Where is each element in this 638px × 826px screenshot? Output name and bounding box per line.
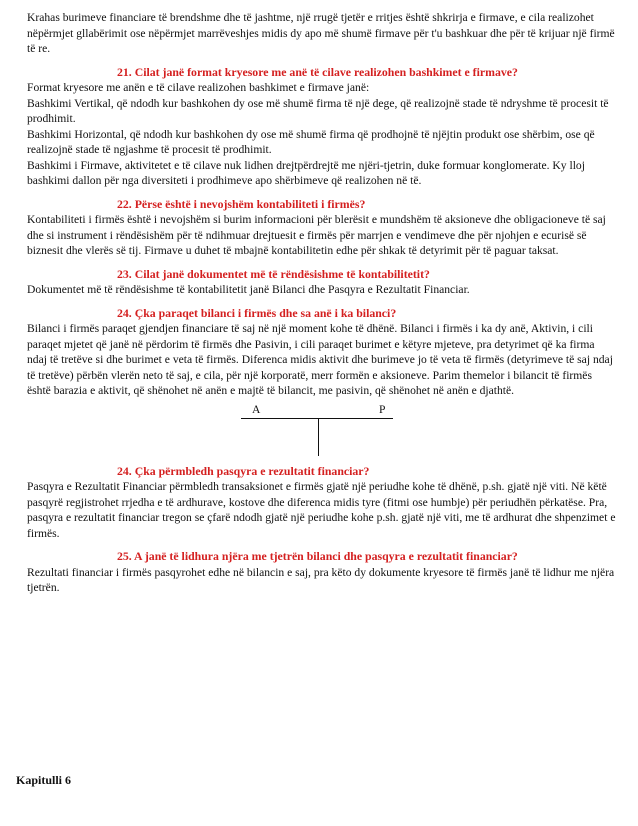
question-21-heading: 21. Cilat janë format kryesore me anë të cilave realizohen bashkimet e firmave? [117,64,518,79]
question-22-heading: 22. Përse është i nevojshëm kontabiliteti i firmës? [117,196,366,211]
liabilities-label: P [379,402,386,416]
question-24-balance-heading: 24. Çka paraqet bilanci i firmës dhe sa anë i ka bilanci? [117,305,397,320]
question-24-balance-paragraph: Bilanci i firmës paraqet gjendjen financiare të saj në një moment kohe të dhënë. Bilanci i firmës i ka dy anë, Aktivin, i cili paraqet mjetet që janë në përdorim të firmës dhe Pasivin, i cili paraqet burimet e këtyre mjeteve, pra detyrimet që ka firma ndaj të tretëve si dhe burimet e veta të firmës. Diferenca midis aktivit dhe burimeve jo të veta të firmës (detyrimeve të saj ndaj të tretëve) përbën vlerën neto të saj, e cila, për një korporatë, merr formën e aksioneve. Parim themelor i bilancit të firmës është barazia e aktivit, që shënohet në anën e majtë të bilancit, me pasivin, që shënohet në anën e djathtë. [27,322,613,397]
question-21-paragraph-1: Format kryesore me anën e të cilave realizohen bashkimet e firmave janë: [27,81,370,94]
t-diagram-horizontal-line [241,418,393,419]
question-23-paragraph: Dokumentet më të rëndësishme të kontabilitetit janë Bilanci dhe Pasqyra e Rezultatit Financiar. [27,283,470,296]
question-21-paragraph-3: Bashkimi Horizontal, që ndodh kur bashkohen dy ose më shumë firma që prodhojnë të njëjtin produkt ose shërbim, ose që realizojnë stade të ngjashme të procesit të prodhimit. [27,127,595,156]
question-22-paragraph: Kontabiliteti i firmës është i nevojshëm si burim informacioni për blerësit e mundshëm të aksioneve dhe obligacioneve të saj dhe si instrument i rëndësishëm për të ndihmuar drejtuesit e firmës për marrjen e vendimeve dhe për njohjen e ecurisë së biznesit dhe vlerës së tij. Firmave u duhet të mbajnë kontabilitetin edhe për shkak të detyrimit për të paguar taksat. [27,213,606,257]
question-24-income-paragraph: Pasqyra e Rezultatit Financiar përmbledh transaksionet e firmës gjatë një periudhe kohe të dhënë, p.sh. gjatë një viti. Në këtë pasqyrë regjistrohet rrjedha e të ardhurave, kostove dhe diferenca midis tyre (fitmi ose humbje) për periudhën përkatëse. Pra, pasqyra e rezultatit financiar tregon se çfarë ndodh gjatë një periudhe kohe p.sh. gjatë një viti, me të ardhurat dhe shpenzimet e firmës. [27,480,616,540]
question-24-income-heading: 24. Çka përmbledh pasqyra e rezultatit financiar? [117,463,370,478]
question-21-paragraph-2: Bashkimi Vertikal, që ndodh kur bashkohen dy ose më shumë firma të një dege, që realizojnë stade të ndryshme të procesit të prodhimit. [27,96,609,125]
question-25-paragraph: Rezultati financiar i firmës pasqyrohet edhe në bilancin e saj, pra këto dy dokumente kryesore të firmës janë të lidhur me njëra tjetrën. [27,565,615,594]
question-25-heading: 25. A janë të lidhura njëra me tjetrën bilanci dhe pasqyra e rezultatit financiar? [117,549,518,563]
question-21-paragraph-4: Bashkimi i Firmave, aktivitetet e të cilave nuk lidhen drejtpërdrejtë me njëri-tjetrin, duke formuar konglomerate. Ky lloj bashkimi dallon për nga diversiteti i prodhimeve apo shërbimeve që realizohen në të. [27,158,585,187]
question-23-heading: 23. Cilat janë dokumentet më të rëndësishme të kontabilitetit? [117,266,430,281]
intro-paragraph: Krahas burimeve financiare të brendshme dhe të jashtme, një rrugë tjetër e rritjes është shkrirja e firmave, e cila realizohet nëpërmjet gllabërimit ose nëpërmjet marrëveshjes midis dy apo më shumë firmave për t'u bashkuar dhe për të krijuar një firmë të re. [27,11,615,55]
t-diagram-vertical-line [318,418,319,456]
assets-label: A [252,402,261,416]
chapter-footer: Kapitulli 6 [16,773,72,787]
balance-t-diagram [27,402,617,464]
document-page [27,10,617,596]
